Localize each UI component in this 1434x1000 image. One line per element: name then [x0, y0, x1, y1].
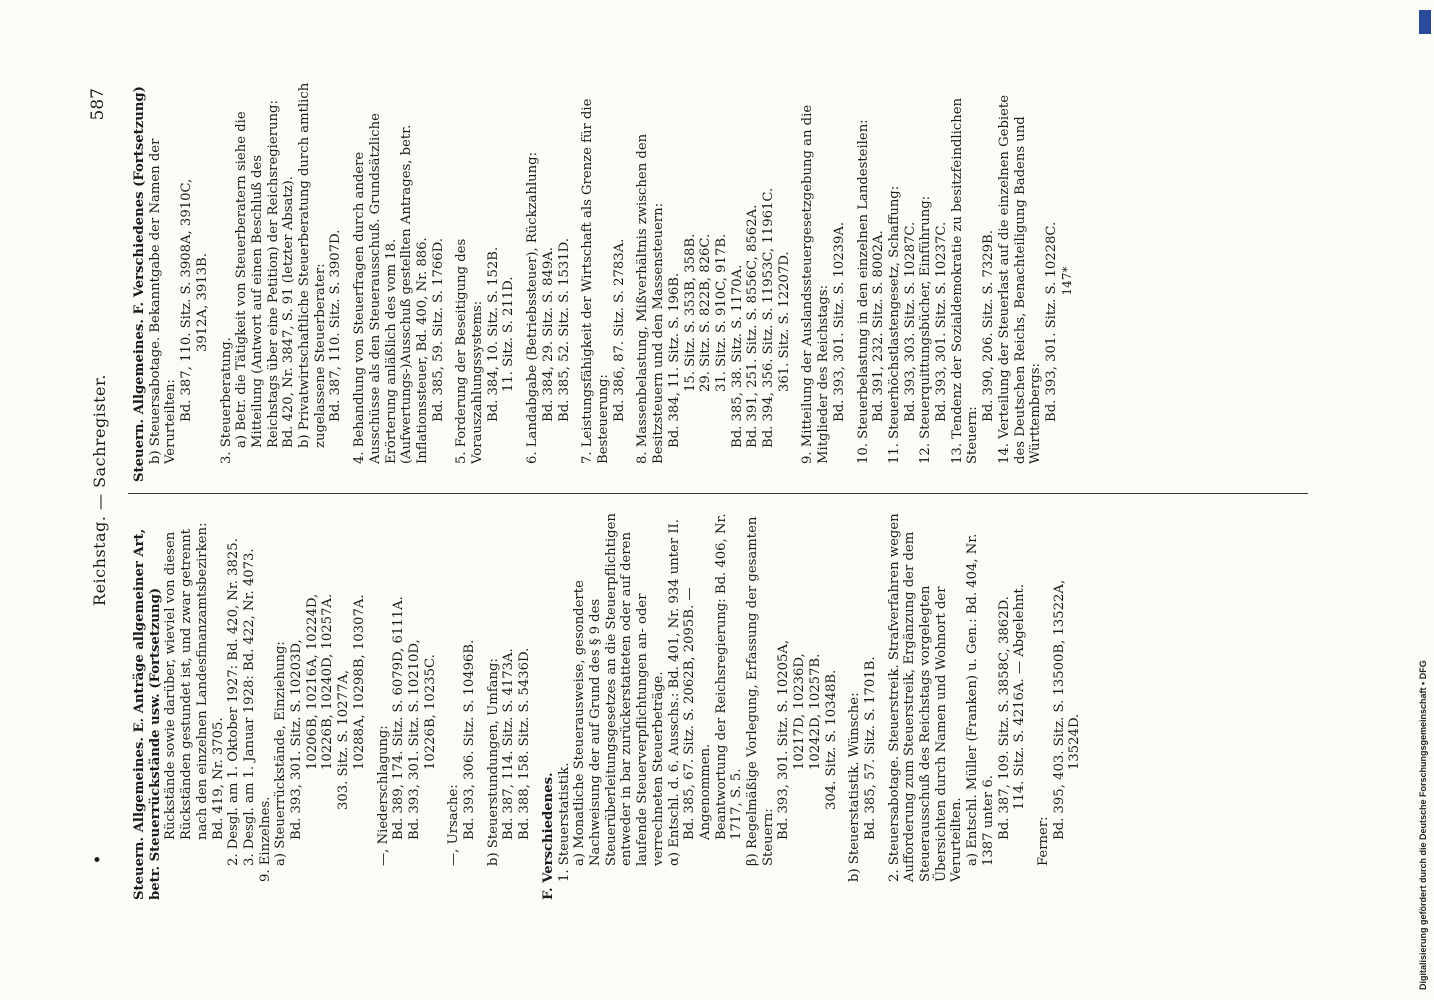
index-entry: a) Steuerrückstände, Einziehung: [273, 641, 289, 866]
section-heading: Steuern. Allgemeines. E. Anträge allgemeiner Art, betr. Steuerrückstände usw. (Fortsetzung) [132, 528, 163, 900]
index-entry: 10217D, 10236D, [792, 653, 808, 770]
entry-gap [627, 80, 635, 482]
index-entry: 7. Leistungsfähigkeit der Wirtschaft als Grenze für die Besteuerung: [580, 98, 611, 464]
index-entry: 10288A, 10298B, 10307A. [351, 594, 367, 770]
index-entry: 303. Sitz. S. 10277A, [336, 669, 352, 810]
right-column-entries [132, 80, 1060, 482]
index-entry: α) Entschl. d. 6. Ausschs.: Bd. 401, Nr. 934 unter II. [666, 519, 682, 866]
entry-gap [572, 80, 580, 482]
index-entry: 361. Sitz. S. 12207D. [776, 251, 792, 392]
index-entry: 12. Steuerquittungsbücher, Einführung: [918, 195, 934, 464]
index-entry: Bd. 393, 303. Sitz. S. 10287C. [902, 221, 918, 422]
index-entry: 10242D, 10257B. [807, 653, 823, 770]
index-entry: 2. Steuersabotage. Steuerstreik. Strafverfahren wegen Aufforderung zum Steuerstreik, Ergänzung der dem Steuerausschuß des Reichstags vorgelegten Übersichten durch Namen und Wohnort der Verurteilten. [886, 513, 965, 882]
index-entry: Ferner: [1035, 816, 1051, 866]
index-entry: Bd. 393, 306. Sitz. S. 10496B. [462, 639, 478, 840]
index-entry: 10. Steuerbelastung in den einzelnen Landesteilen: [855, 119, 871, 464]
entry-gap [1028, 502, 1036, 900]
index-entry: 9. Mitteilung der Auslandssteuergesetzgebung an die Mitglieder des Reichstags: [800, 104, 832, 464]
rotated-page-content [80, 80, 1380, 900]
index-entry: a) Entschl. Müller (Franken) u. Gen.: Bd. 404, Nr. 1387 unter 6. [965, 533, 996, 866]
entry-gap [848, 80, 856, 482]
index-entry: 5. Forderung der Beseitigung des Vorauszahlungssystems: [454, 238, 486, 464]
index-entry: Bd. 393, 301. Sitz. S. 10210D, [406, 639, 422, 840]
index-entry: Bd. 384, 10. Sitz. S. 152B. [485, 246, 501, 422]
index-entry: Bd. 390, 206. Sitz. S. 7329B. [981, 230, 997, 422]
index-entry: 3. Desgl. am 1. Januar 1928: Bd. 422, Nr. 4073. [241, 548, 257, 866]
running-header [80, 80, 116, 900]
entry-gap [879, 502, 887, 900]
left-column [132, 502, 1083, 900]
index-entry: 10226B, 10240D, 10257A. [320, 593, 336, 770]
index-entry: Bd. 385, 67. Sitz. S. 2062B, 2095B. — Angenommen. [682, 587, 713, 840]
signature-mark: 147* [1059, 266, 1074, 296]
index-entry: Bd. 384, 29. Sitz. S. 849A. [540, 247, 556, 422]
index-entry: 11. Sitz. S. 211D. [501, 276, 517, 392]
page-number: 587 [88, 88, 108, 121]
entry-gap [368, 502, 376, 900]
index-entry: Bd. 385, 59. Sitz. S. 1766D. [430, 238, 446, 422]
index-entry: Bd. 387, 110. Sitz. S. 3908A, 3910C, [179, 178, 195, 422]
index-entry: Bd. 393, 301. Sitz. S. 10228C. [1043, 221, 1059, 422]
index-entry: —, Niederschlagung: [375, 725, 391, 866]
index-entry: a) Monatliche Steuerausweise, gesonderte Nachweisung der auf Grund des § 9 des Steuerüberleitungsgesetzes an die Steuerpflichtigen entweder in bar zurückerstatteten oder auf deren laufende Steuerverpflichtungen an- oder verrechneten Steuerbeträge. [572, 513, 666, 866]
index-entry: 11. Steuerhöchstlastengesetz, Schaffung: [886, 185, 902, 464]
index-entry: 31. Sitz. S. 910C, 917B. [713, 233, 729, 392]
index-entry: 304. Sitz. S. 10348B. [823, 669, 839, 810]
entry-gap [517, 80, 525, 482]
index-entry: Bd. 393, 301. Sitz. S. 10205A, [776, 639, 792, 840]
index-entry: Bd. 387, 114. Sitz. S. 4173A. [501, 648, 517, 840]
digitization-note-text: Digitalisierung gefördert durch die Deutsche Forschungsgemeinschaft • DFG [1418, 660, 1428, 990]
index-entry: 10226B, 10235C. [422, 654, 438, 770]
index-entry: Bd. 395, 403. Sitz. S. 13500B, 13522A, [1051, 579, 1067, 840]
index-entry: Rückstände sowie darüber, wieviel von diesen Rückständen gestundet ist, und zwar getrennt nach den einzelnen Landesfinanzamtsbezirken: Bd. 419, Nr. 3705. [163, 522, 226, 840]
index-entry: Bd. 393, 301. Sitz. S. 10203D, [289, 639, 305, 840]
index-entry: Bd. 385, 52. Sitz. S. 1531D. [556, 238, 572, 422]
index-entry: b) Steuerstatistik. Wünsche: [847, 692, 863, 882]
index-entry: Bd. 386, 87. Sitz. S. 2783A. [611, 238, 627, 422]
index-entry: Bd. 385, 38. Sitz. S. 1170A. [729, 264, 745, 448]
index-entry: Bd. 391, 232. Sitz. S. 8002A. [871, 230, 887, 422]
index-entry: 3. Steuerberatung. [218, 337, 234, 464]
index-entry: 13524D. [1067, 713, 1083, 770]
entry-gap [839, 502, 847, 900]
entry-gap [438, 502, 446, 900]
header-mark: • [90, 855, 106, 864]
index-entry: b) Privatwirtschaftliche Steuerberatung durch amtlich zugelassene Steuerberater: [297, 82, 328, 448]
running-title: Reichstag. — Sachregister. [90, 374, 109, 606]
index-entry: 29. Sitz. S. 822B, 826C. [698, 233, 714, 392]
index-entry: Bd. 387, 109. Sitz. S. 3858C, 3862D. [996, 596, 1012, 840]
index-entry: 14. Verteilung der Steuerlast auf die einzelnen Gebiete des Deutschen Reichs, Benachteiligung Badens und Württembergs: [996, 94, 1044, 464]
section-heading: Steuern. Allgemeines. F. Verschiedenes (Fortsetzung) [132, 86, 147, 482]
right-column [132, 80, 1074, 482]
entry-gap [792, 80, 800, 482]
index-entry: β) Regelmäßige Vorlegung, Erfassung der gesamten Steuern: [745, 516, 776, 866]
section-heading: F. Verschiedenes. [540, 772, 556, 900]
index-entry: 9. Einzelnes. [257, 796, 273, 882]
index-entry: Bd. 384, 11. Sitz. S. 196B. [666, 272, 682, 448]
index-entry: b) Steuerstundungen, Umfang: [485, 658, 501, 866]
index-entry: Beantwortung der Reichsregierung: Bd. 406, Nr. 1717, S. 5. [713, 513, 745, 840]
index-entry: Bd. 388, 158. Sitz. S. 5436D. [517, 647, 533, 840]
index-entry: 1. Steuerstatistik. [556, 762, 572, 882]
index-entry: 15. Sitz. S. 353B, 358B. [682, 233, 698, 392]
index-entry: 10206B, 10216A, 10224D, [304, 593, 320, 770]
entry-gap [478, 502, 486, 900]
entry-gap [446, 80, 454, 482]
index-entry: 4. Behandlung von Steuerfragen durch andere Ausschüsse als den Steuerausschuß. Grundsätzliche Erörterung anläßlich des vom 18. (Aufwertungs-)Ausschuß gestellten Antrages, betr. Inflationssteuer, Bd. 400, Nr. 886. [352, 113, 430, 464]
index-entry: a) Betr. die Tätigkeit von Steuerberatern siehe die Mitteilung (Antwort auf einen Beschluß des Reichstags über eine Petition) der Reichsregierung: Bd. 420, Nr. 3847, S. 91 (letzter Absatz). [234, 100, 297, 448]
index-entry: Bd. 391, 251. Sitz. S. 8556C, 8562A. [745, 204, 761, 448]
index-entry: 6. Landabgabe (Betriebssteuer), Rückzahlung: [525, 151, 541, 464]
index-entry: 13. Tendenz der Sozialdemokratie zu besitzfeindlichen Steuern: [949, 98, 981, 464]
entry-gap [533, 502, 541, 900]
column-divider [128, 493, 1308, 494]
index-entry: Bd. 394, 356. Sitz. S. 11953C, 11961C. [761, 187, 777, 448]
index-entry: Bd. 393, 301. Sitz. S. 10237C. [934, 221, 950, 422]
entry-gap [211, 80, 219, 482]
index-entry: b) Steuersabotage. Bekanntgabe der Namen der Verurteilten: [147, 138, 179, 464]
index-entry: Bd. 385, 57. Sitz. S. 1701B. [862, 656, 878, 840]
index-entry: 8. Massenbelastung, Mißverhältnis zwischen den Besitzsteuern und den Massensteuern: [635, 133, 667, 464]
index-entry: 3912A, 3913B. [194, 253, 210, 352]
index-entry: Bd. 389, 174. Sitz. S. 6079D, 6111A. [391, 596, 407, 840]
index-entry: Bd. 387, 110. Sitz. S. 3907D. [328, 229, 344, 422]
index-entry: Bd. 393, 301. Sitz. S. 10239A. [831, 221, 847, 422]
entry-gap [344, 80, 352, 482]
index-entry: 2. Desgl. am 1. Oktober 1927: Bd. 420, Nr. 3825. [226, 538, 242, 866]
index-entry: 114. Sitz. S. 4216A. — Abgelehnt. [1012, 584, 1028, 810]
index-entry: —, Ursache: [446, 784, 462, 866]
digitization-note [1418, 10, 1434, 990]
